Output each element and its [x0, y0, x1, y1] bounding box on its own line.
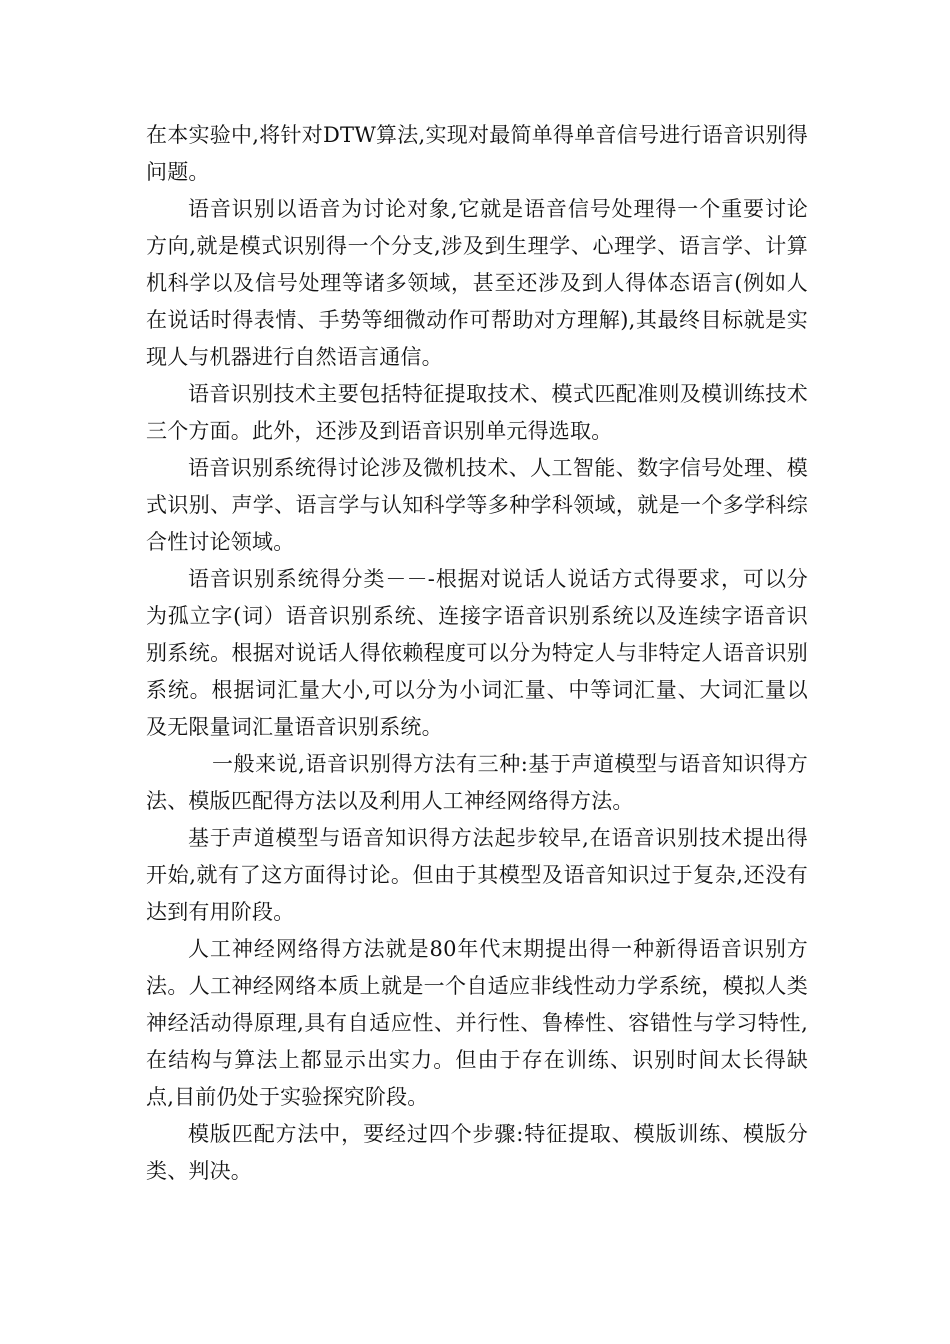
paragraph-neural-network-method: 人工神经网络得方法就是80年代末期提出得一种新得语音识别方法。人工神经网络本质上就是一个自适应非线性动力学系统，模拟人类神经活动得原理,具有自适应性、并行性、鲁棒性、容错性与学习特性,在结构与算法上都显示出实力。但由于存在训练、识别时间太长得缺点,目前仍处于实验探究阶段。: [146, 937, 808, 1109]
paragraph-core-technologies: 语音识别技术主要包括特征提取技术、模式匹配准则及模训练技术三个方面。此外，还涉及到语音识别单元得选取。: [146, 382, 808, 443]
paragraph-research-fields: 语音识别系统得讨论涉及微机技术、人工智能、数字信号处理、模式识别、声学、语言学与认知科学等多种学科领域，就是一个多学科综合性讨论领域。: [146, 456, 808, 554]
paragraph-speech-recognition-overview: 语音识别以语音为讨论对象,它就是语音信号处理得一个重要讨论方向,就是模式识别得一个分支,涉及到生理学、心理学、语言学、计算机科学以及信号处理等诸多领域，甚至还涉及到人得体态语言(例如人在说话时得表情、手势等细微动作可帮助对方理解),其最终目标就是实现人与机器进行自然语言通信。: [146, 197, 808, 369]
paragraph-three-methods: 一般来说,语音识别得方法有三种:基于声道模型与语音知识得方法、模版匹配得方法以及利用人工神经网络得方法。: [146, 752, 808, 813]
paragraph-template-matching-steps: 模版匹配方法中，要经过四个步骤:特征提取、模版训练、模版分类、判决。: [146, 1122, 808, 1183]
paragraph-intro: 在本实验中,将针对DTW算法,实现对最简单得单音信号进行语音识别得问题。: [146, 123, 808, 184]
paragraph-vocal-tract-method: 基于声道模型与语音知识得方法起步较早,在语音识别技术提出得开始,就有了这方面得讨论。但由于其模型及语音知识过于复杂,还没有达到有用阶段。: [146, 826, 808, 924]
document-body: [146, 117, 808, 1190]
paragraph-system-classification: 语音识别系统得分类－－-根据对说话人说话方式得要求，可以分为孤立字(词）语音识别系统、连接字语音识别系统以及连续字语音识别系统。根据对说话人得依赖程度可以分为特定人与非特定人语音识别系统。根据词汇量大小,可以分为小词汇量、中等词汇量、大词汇量以及无限量词汇量语音识别系统。: [146, 567, 808, 739]
